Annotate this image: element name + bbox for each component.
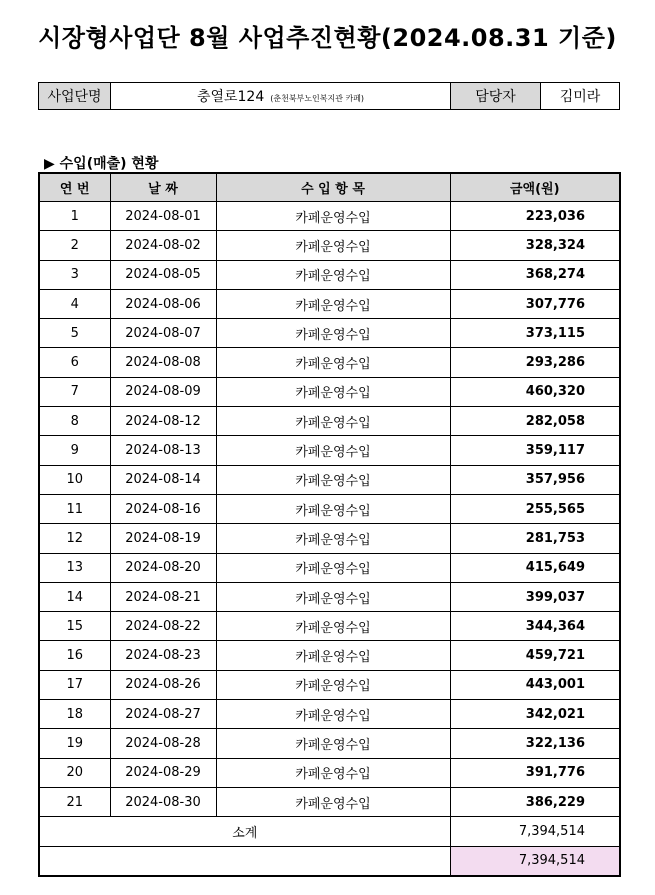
row-date: 2024-08-19 (110, 524, 216, 553)
subtotal-amount: 7,394,514 (450, 817, 620, 846)
row-date: 2024-08-16 (110, 494, 216, 523)
row-amount: 368,274 (450, 260, 620, 289)
row-no: 12 (39, 524, 110, 553)
row-no: 18 (39, 700, 110, 729)
row-no: 3 (39, 260, 110, 289)
row-item: 카페운영수입 (216, 377, 450, 406)
row-no: 13 (39, 553, 110, 582)
row-date: 2024-08-23 (110, 641, 216, 670)
row-amount: 443,001 (450, 670, 620, 699)
row-amount: 344,364 (450, 612, 620, 641)
row-amount: 307,776 (450, 289, 620, 318)
row-date: 2024-08-02 (110, 231, 216, 260)
table-row (39, 260, 620, 289)
row-item: 카페운영수입 (216, 231, 450, 260)
row-item: 카페운영수입 (216, 202, 450, 231)
row-date: 2024-08-28 (110, 729, 216, 758)
row-no: 1 (39, 202, 110, 231)
row-amount: 373,115 (450, 319, 620, 348)
row-no: 15 (39, 612, 110, 641)
row-amount: 391,776 (450, 758, 620, 787)
info-table (38, 82, 620, 110)
row-item: 카페운영수입 (216, 670, 450, 699)
row-no: 9 (39, 436, 110, 465)
row-date: 2024-08-12 (110, 407, 216, 436)
header-date: 날 짜 (110, 173, 216, 202)
row-amount: 460,320 (450, 377, 620, 406)
row-item: 카페운영수입 (216, 700, 450, 729)
table-row (39, 407, 620, 436)
row-date: 2024-08-21 (110, 582, 216, 611)
row-date: 2024-08-05 (110, 260, 216, 289)
row-no: 10 (39, 465, 110, 494)
row-date: 2024-08-27 (110, 700, 216, 729)
row-item: 카페운영수입 (216, 553, 450, 582)
row-no: 19 (39, 729, 110, 758)
manager-name: 김미라 (541, 83, 620, 110)
row-no: 4 (39, 289, 110, 318)
table-row (39, 612, 620, 641)
row-amount: 281,753 (450, 524, 620, 553)
subtotal-row (39, 817, 620, 846)
row-item: 카페운영수입 (216, 641, 450, 670)
row-amount: 255,565 (450, 494, 620, 523)
table-row (39, 348, 620, 377)
row-item: 카페운영수입 (216, 465, 450, 494)
row-item: 카페운영수입 (216, 612, 450, 641)
row-item: 카페운영수입 (216, 319, 450, 348)
row-item: 카페운영수입 (216, 758, 450, 787)
total-amount: 7,394,514 (450, 846, 620, 876)
table-row (39, 465, 620, 494)
row-no: 11 (39, 494, 110, 523)
row-amount: 386,229 (450, 787, 620, 816)
table-row (39, 641, 620, 670)
row-date: 2024-08-26 (110, 670, 216, 699)
table-row (39, 582, 620, 611)
row-item: 카페운영수입 (216, 729, 450, 758)
row-amount: 415,649 (450, 553, 620, 582)
row-amount: 342,021 (450, 700, 620, 729)
table-row (39, 787, 620, 816)
table-row (39, 436, 620, 465)
table-row (39, 670, 620, 699)
page-title: 시장형사업단 8월 사업추진현황(2024.08.31 기준) (38, 24, 617, 52)
row-no: 2 (39, 231, 110, 260)
manager-label: 담당자 (451, 83, 541, 110)
table-row (39, 231, 620, 260)
header-no: 연 번 (39, 173, 110, 202)
row-date: 2024-08-13 (110, 436, 216, 465)
total-row (39, 846, 620, 876)
row-date: 2024-08-29 (110, 758, 216, 787)
row-item: 카페운영수입 (216, 494, 450, 523)
row-amount: 282,058 (450, 407, 620, 436)
row-date: 2024-08-08 (110, 348, 216, 377)
row-amount: 322,136 (450, 729, 620, 758)
row-date: 2024-08-01 (110, 202, 216, 231)
row-amount: 328,324 (450, 231, 620, 260)
row-no: 21 (39, 787, 110, 816)
table-row (39, 202, 620, 231)
table-row (39, 289, 620, 318)
row-no: 14 (39, 582, 110, 611)
row-no: 5 (39, 319, 110, 348)
header-item: 수 입 항 목 (216, 173, 450, 202)
subtotal-label: 소계 (39, 817, 450, 846)
row-no: 6 (39, 348, 110, 377)
team-note: (춘천북부노인복지관 카페) (270, 94, 365, 103)
table-row (39, 553, 620, 582)
row-item: 카페운영수입 (216, 407, 450, 436)
row-no: 8 (39, 407, 110, 436)
row-date: 2024-08-30 (110, 787, 216, 816)
table-row (39, 524, 620, 553)
table-row (39, 319, 620, 348)
row-item: 카페운영수입 (216, 582, 450, 611)
row-item: 카페운영수입 (216, 787, 450, 816)
table-row (39, 729, 620, 758)
team-label: 사업단명 (39, 83, 111, 110)
income-table (38, 172, 621, 877)
row-no: 17 (39, 670, 110, 699)
table-row (39, 494, 620, 523)
row-amount: 357,956 (450, 465, 620, 494)
team-name-cell (111, 83, 451, 110)
row-date: 2024-08-20 (110, 553, 216, 582)
row-amount: 399,037 (450, 582, 620, 611)
row-no: 7 (39, 377, 110, 406)
row-amount: 459,721 (450, 641, 620, 670)
row-date: 2024-08-14 (110, 465, 216, 494)
row-amount: 223,036 (450, 202, 620, 231)
row-item: 카페운영수입 (216, 348, 450, 377)
table-header-row (39, 173, 620, 202)
row-date: 2024-08-06 (110, 289, 216, 318)
row-amount: 359,117 (450, 436, 620, 465)
row-no: 16 (39, 641, 110, 670)
row-amount: 293,286 (450, 348, 620, 377)
row-no: 20 (39, 758, 110, 787)
header-amount: 금액(원) (450, 173, 620, 202)
table-row (39, 700, 620, 729)
total-label-cell (39, 846, 450, 876)
row-date: 2024-08-22 (110, 612, 216, 641)
table-row (39, 758, 620, 787)
row-date: 2024-08-09 (110, 377, 216, 406)
row-date: 2024-08-07 (110, 319, 216, 348)
table-row (39, 377, 620, 406)
row-item: 카페운영수입 (216, 436, 450, 465)
section-title: ▶ 수입(매출) 현황 (44, 156, 159, 172)
row-item: 카페운영수입 (216, 260, 450, 289)
row-item: 카페운영수입 (216, 289, 450, 318)
team-name: 충열로124 (196, 89, 265, 105)
row-item: 카페운영수입 (216, 524, 450, 553)
